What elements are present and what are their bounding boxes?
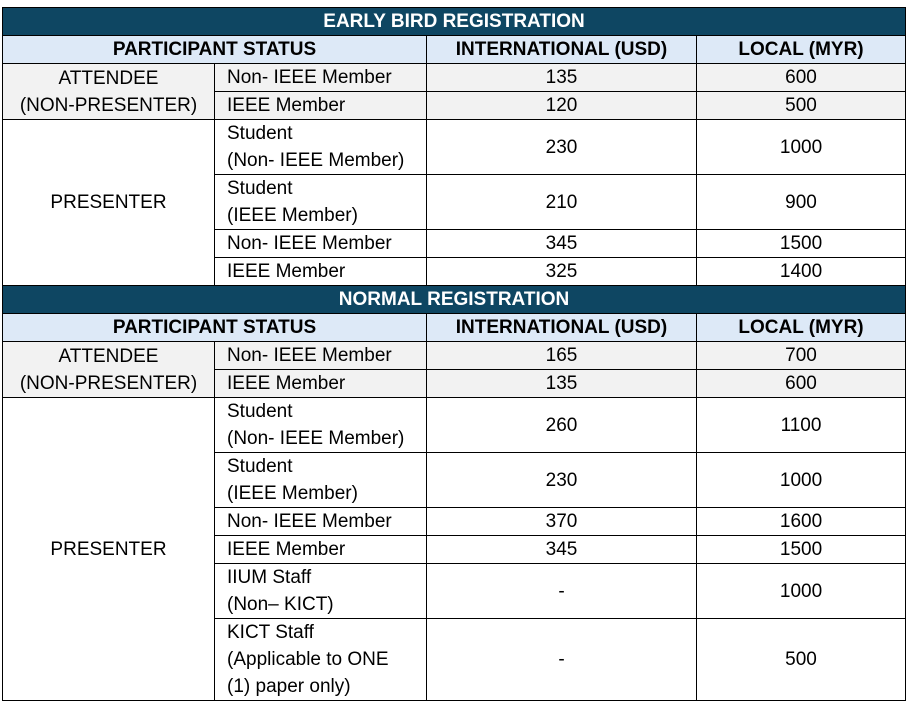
local-fee: 1600 xyxy=(697,508,906,536)
international-fee: - xyxy=(427,564,697,619)
label-line: KICT Staff xyxy=(227,622,314,643)
label-line: (IEEE Member) xyxy=(227,483,358,504)
local-fee: 600 xyxy=(697,64,906,92)
header-participant-status: PARTICIPANT STATUS xyxy=(3,36,427,64)
international-fee: - xyxy=(427,619,697,701)
status-label xyxy=(215,120,427,175)
status-label: IEEE Member xyxy=(215,92,427,120)
label-line: Student xyxy=(227,456,293,477)
registration-fee-table xyxy=(2,7,906,701)
label-line: (1) paper only) xyxy=(227,676,351,697)
label-line: (Non- IEEE Member) xyxy=(227,150,405,171)
header-participant-status: PARTICIPANT STATUS xyxy=(3,314,427,342)
international-fee: 345 xyxy=(427,230,697,258)
normal-header-row xyxy=(3,314,906,342)
international-fee: 230 xyxy=(427,120,697,175)
early-bird-title-row xyxy=(3,8,906,36)
label-line: Student xyxy=(227,178,293,199)
international-fee: 135 xyxy=(427,370,697,398)
local-fee: 600 xyxy=(697,370,906,398)
local-fee: 1500 xyxy=(697,536,906,564)
local-fee: 1000 xyxy=(697,453,906,508)
group-label-line: (NON-PRESENTER) xyxy=(19,94,198,116)
international-fee: 135 xyxy=(427,64,697,92)
status-label xyxy=(215,564,427,619)
attendee-group-label xyxy=(3,342,215,398)
early-bird-title: EARLY BIRD REGISTRATION xyxy=(3,8,906,36)
attendee-group-label xyxy=(3,64,215,120)
registration-fee-table-container xyxy=(2,7,906,701)
label-line: (Non- IEEE Member) xyxy=(227,428,405,449)
early-bird-header-row xyxy=(3,36,906,64)
status-label xyxy=(215,619,427,701)
local-fee: 1500 xyxy=(697,230,906,258)
group-label-line: ATTENDEE xyxy=(58,67,159,89)
local-fee: 1400 xyxy=(697,258,906,286)
status-label xyxy=(215,398,427,453)
label-line: IIUM Staff xyxy=(227,567,312,588)
international-fee: 345 xyxy=(427,536,697,564)
local-fee: 1100 xyxy=(697,398,906,453)
local-fee: 700 xyxy=(697,342,906,370)
label-line: Student xyxy=(227,401,293,422)
international-fee: 325 xyxy=(427,258,697,286)
group-label-line: (NON-PRESENTER) xyxy=(19,372,198,394)
local-fee: 1000 xyxy=(697,564,906,619)
label-line: (Applicable to ONE xyxy=(227,649,389,670)
international-fee: 230 xyxy=(427,453,697,508)
table-row xyxy=(3,120,906,175)
table-row xyxy=(3,398,906,453)
header-local: LOCAL (MYR) xyxy=(697,36,906,64)
international-fee: 120 xyxy=(427,92,697,120)
label-line: Student xyxy=(227,123,293,144)
status-label: Non- IEEE Member xyxy=(215,64,427,92)
status-label: Non- IEEE Member xyxy=(215,342,427,370)
normal-title-row xyxy=(3,286,906,314)
status-label: IEEE Member xyxy=(215,258,427,286)
table-row xyxy=(3,342,906,370)
header-local: LOCAL (MYR) xyxy=(697,314,906,342)
table-row xyxy=(3,64,906,92)
label-line: (Non– KICT) xyxy=(227,594,334,615)
presenter-group-label: PRESENTER xyxy=(3,120,215,286)
status-label: IEEE Member xyxy=(215,536,427,564)
local-fee: 900 xyxy=(697,175,906,230)
international-fee: 260 xyxy=(427,398,697,453)
local-fee: 1000 xyxy=(697,120,906,175)
international-fee: 370 xyxy=(427,508,697,536)
status-label xyxy=(215,453,427,508)
international-fee: 210 xyxy=(427,175,697,230)
header-international: INTERNATIONAL (USD) xyxy=(427,314,697,342)
label-line: (IEEE Member) xyxy=(227,205,358,226)
status-label: IEEE Member xyxy=(215,370,427,398)
international-fee: 165 xyxy=(427,342,697,370)
header-international: INTERNATIONAL (USD) xyxy=(427,36,697,64)
local-fee: 500 xyxy=(697,619,906,701)
status-label: Non- IEEE Member xyxy=(215,230,427,258)
status-label xyxy=(215,175,427,230)
status-label: Non- IEEE Member xyxy=(215,508,427,536)
group-label-line: ATTENDEE xyxy=(58,345,159,367)
presenter-group-label: PRESENTER xyxy=(3,398,215,701)
normal-title: NORMAL REGISTRATION xyxy=(3,286,906,314)
local-fee: 500 xyxy=(697,92,906,120)
